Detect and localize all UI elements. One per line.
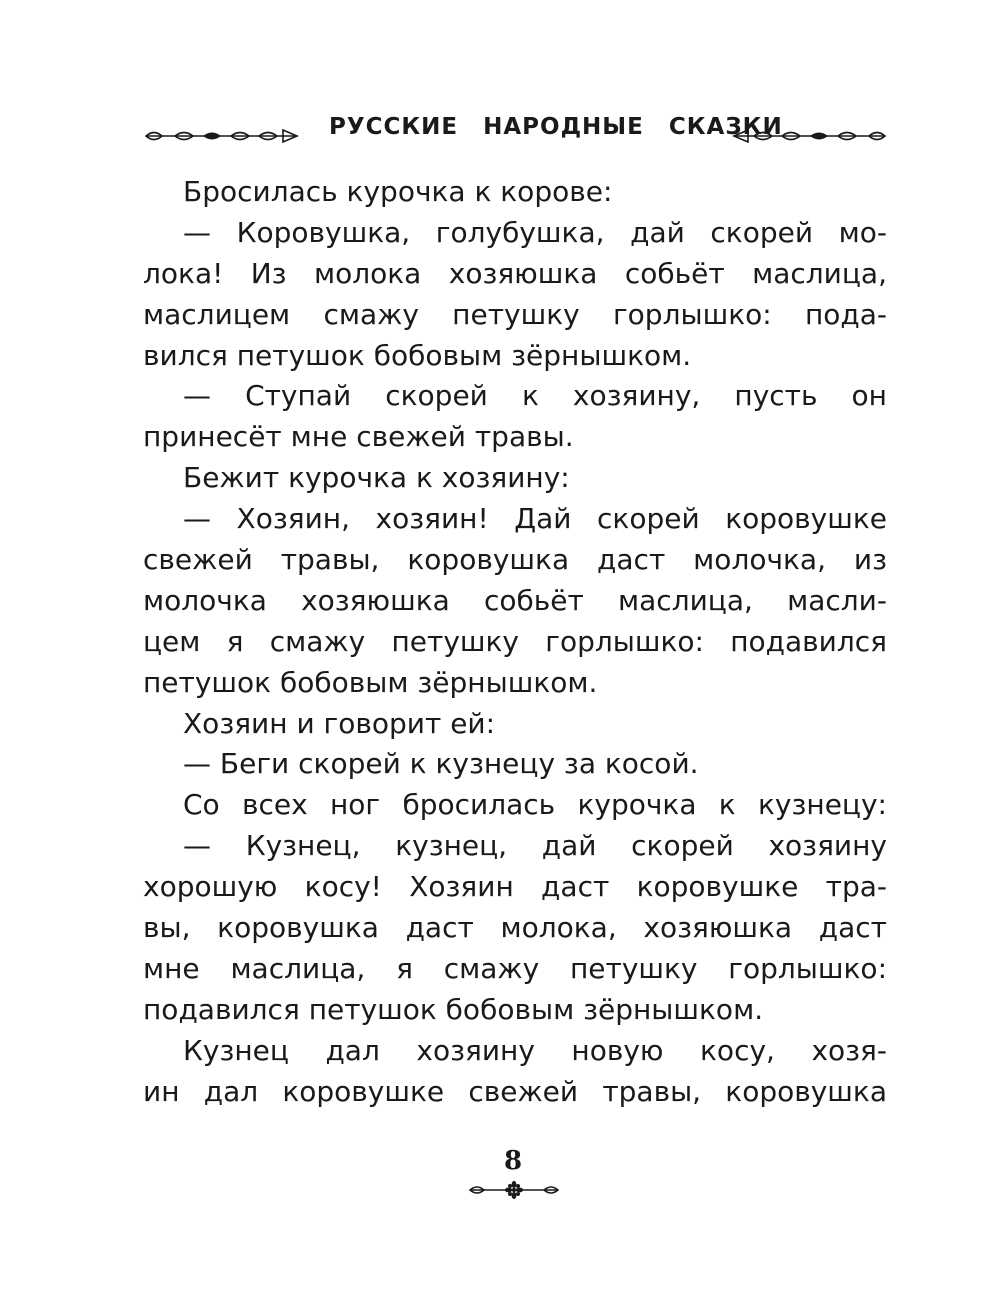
- running-title: РУССКИЕ НАРОДНЫЕ СКАЗКИ: [329, 114, 783, 140]
- text-line: вы, коровушка даст молока, хозяюшка даст: [143, 911, 887, 945]
- page-number: 8: [503, 1146, 523, 1176]
- text-line: мне маслица, я смажу петушку горлышко:: [143, 951, 887, 985]
- vine-ornament-right-icon: [731, 129, 888, 143]
- text-line: петушок бобовым зёрнышком.: [143, 665, 598, 699]
- text-line: свежей травы, коровушка даст молочка, из: [143, 543, 887, 577]
- text-line: — Ступай скорей к хозяину, пусть он: [183, 379, 887, 413]
- text-line: — Коровушка, голубушка, дай скорей мо-: [183, 215, 887, 249]
- text-line: — Хозяин, хозяин! Дай скорей коровушке: [183, 502, 887, 536]
- text-line: Бежит курочка к хозяину:: [183, 461, 570, 495]
- text-line: хорошую косу! Хозяин даст коровушке тра-: [143, 870, 887, 904]
- running-header: [143, 112, 888, 152]
- flourish-ornament-icon: [466, 1180, 562, 1200]
- text-line: вился петушок бобовым зёрнышком.: [143, 338, 692, 372]
- text-line: ин дал коровушке свежей травы, коровушка: [143, 1074, 887, 1108]
- text-line: Со всех ног бросилась курочка к кузнецу:: [183, 788, 887, 822]
- vine-ornament-left-icon: [143, 129, 300, 143]
- text-line: — Беги скорей к кузнецу за косой.: [183, 747, 699, 781]
- text-line: Кузнец дал хозяину новую косу, хозя-: [183, 1033, 887, 1067]
- text-line: молочка хозяюшка собьёт маслица, масли-: [143, 583, 887, 617]
- text-line: маслицем смажу петушку горлышко: пода-: [143, 297, 887, 331]
- text-line: цем я смажу петушку горлышко: подавился: [143, 624, 887, 658]
- story-text: [143, 172, 887, 1112]
- text-line: подавился петушок бобовым зёрнышком.: [143, 992, 764, 1026]
- text-line: Бросилась курочка к корове:: [183, 175, 613, 208]
- text-line: лока! Из молока хозяюшка собьёт маслица,: [143, 256, 887, 290]
- text-line: — Кузнец, кузнец, дай скорей хозяину: [183, 829, 887, 863]
- text-line: Хозяин и говорит ей:: [183, 706, 496, 740]
- text-line: принесёт мне свежей травы.: [143, 420, 574, 454]
